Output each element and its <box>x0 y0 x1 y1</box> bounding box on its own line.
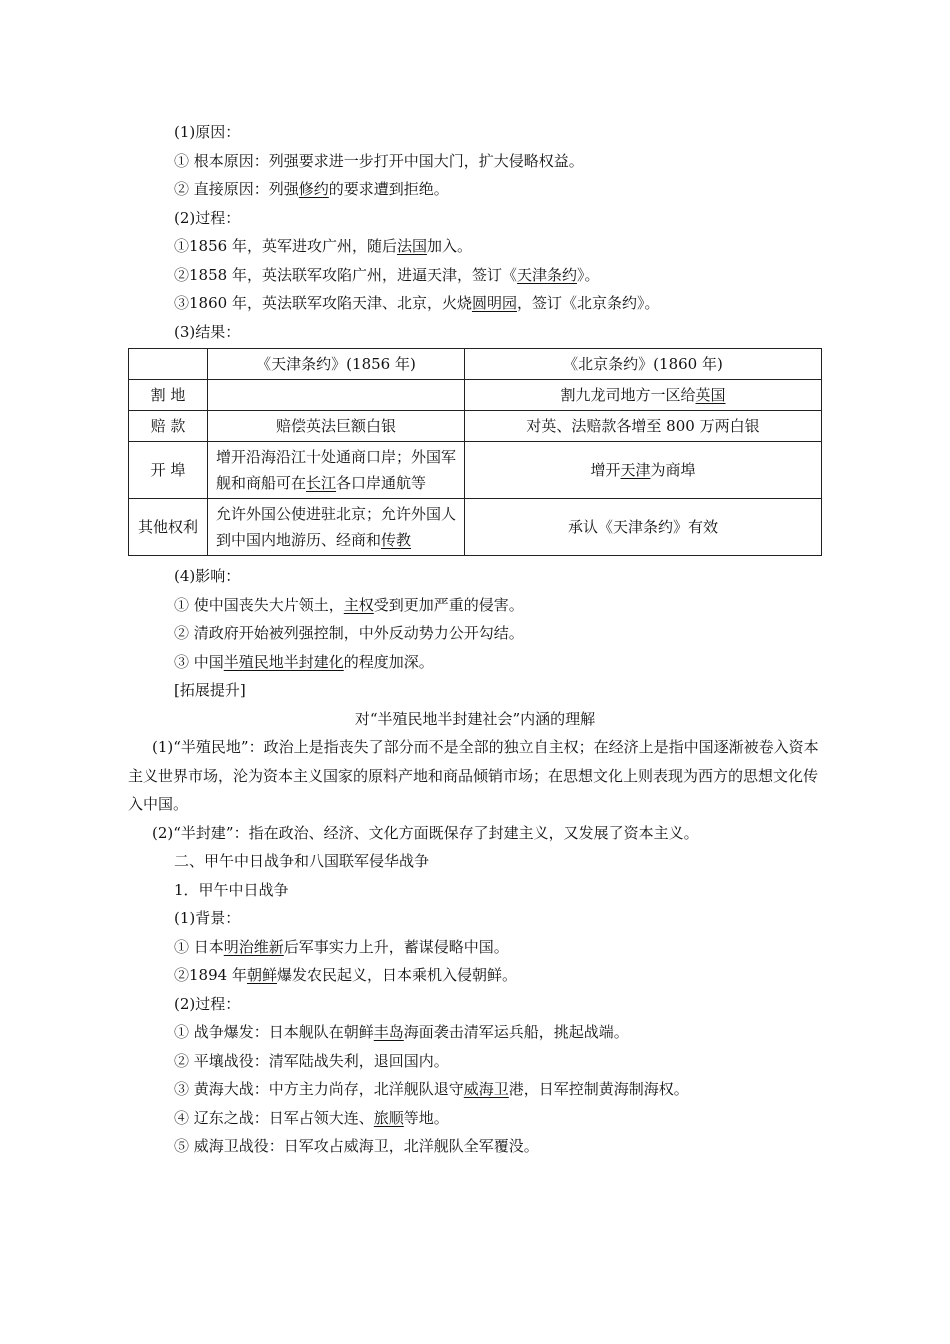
cell-indemnity-tianjin: 赔偿英法巨额白银 <box>208 411 465 442</box>
text-span: 的要求遭到拒绝。 <box>328 180 449 198</box>
cell-other-beijing: 承认《天津条约》有效 <box>465 499 822 556</box>
cell-indemnity-beijing: 对英、法赔款各增至 800 万两白银 <box>465 411 822 442</box>
key-term: 长江 <box>306 474 337 492</box>
text-span: 增开 <box>590 461 621 479</box>
extension-para-1: (1)“半殖民地”：政治上是指丧失了部分而不是全部的独立自主权；在经济上是指中国逐渐被卷入资本主义世界市场，沦为资本主义国家的原料产地和商品倾销市场；在思想文化上则表现为西方的思想文化传入中国。 <box>128 738 819 813</box>
key-term: 明治维新 <box>223 937 284 956</box>
text-span: ，签订《北京条约》。 <box>516 294 660 312</box>
process-heading: (2)过程： <box>174 208 241 227</box>
table-row <box>129 499 822 556</box>
text-span: ②1858 年，英法联军攻陷广州，进逼天津，签订《 <box>174 265 517 284</box>
key-term: 传教 <box>381 531 412 549</box>
key-term: 威海卫 <box>463 1080 509 1098</box>
text-span: ③ 中国 <box>174 652 224 671</box>
treaty-table <box>128 348 822 556</box>
impact-item-3 <box>128 648 822 677</box>
subsection-title: 1．甲午中日战争 <box>174 880 289 899</box>
impact-item-2: ② 清政府开始被列强控制，中外反动势力公开勾结。 <box>174 624 524 642</box>
cause-direct <box>128 175 822 204</box>
cell-other-tianjin <box>208 499 465 556</box>
text-span: 各口岸通航等 <box>336 474 427 492</box>
row-label-other: 其他权利 <box>129 499 208 556</box>
table-row <box>129 380 822 411</box>
key-term: 修约 <box>298 180 329 198</box>
cause-heading: (1)原因： <box>174 123 241 141</box>
row-label-ports: 开 埠 <box>129 442 208 499</box>
text-span: 后军事实力上升，蓄谋侵略中国。 <box>283 937 509 956</box>
extension-heading: [拓展提升] <box>174 681 246 699</box>
key-term: 丰岛 <box>373 1023 404 1041</box>
impact-item-1 <box>128 591 822 620</box>
text-span: ② 直接原因：列强 <box>174 180 299 198</box>
text-span: 受到更加严重的侵害。 <box>373 595 524 614</box>
key-term: 英国 <box>695 386 726 404</box>
war-step-4 <box>128 1104 822 1133</box>
cell-land-beijing <box>465 380 822 411</box>
background-item-1 <box>128 933 822 962</box>
process-item-2 <box>128 261 822 290</box>
text-span: 港，日军控制黄海制海权。 <box>508 1080 689 1098</box>
key-term: 朝鲜 <box>246 966 277 984</box>
text-span: 等地。 <box>403 1108 449 1127</box>
cell-land-tianjin <box>208 380 465 411</box>
text-span: 的程度加深。 <box>343 652 434 671</box>
background-heading: (1)背景： <box>174 909 241 927</box>
text-span: ① 战争爆发：日本舰队在朝鲜 <box>174 1023 374 1041</box>
text-span: ③ 黄海大战：中方主力尚存，北洋舰队退守 <box>174 1080 464 1098</box>
table-row <box>129 442 822 499</box>
war-step-1 <box>128 1018 822 1047</box>
table-corner <box>129 349 208 380</box>
table-row <box>129 349 822 380</box>
cell-ports-tianjin <box>208 442 465 499</box>
extension-title: 对“半殖民地半封建社会”内涵的理解 <box>354 709 596 728</box>
war-step-5: ⑤ 威海卫战役：日军攻占威海卫，北洋舰队全军覆没。 <box>174 1137 539 1155</box>
text-span: 割九龙司地方一区给 <box>560 386 696 404</box>
cell-ports-beijing <box>465 442 822 499</box>
text-span: ①1856 年，英军进攻广州，随后 <box>174 237 397 255</box>
war-process-heading: (2)过程： <box>174 994 241 1013</box>
process-item-3 <box>128 289 822 318</box>
col-tianjin: 《天津条约》(1856 年) <box>208 349 465 380</box>
document-content <box>128 118 822 1161</box>
war-step-3 <box>128 1075 822 1104</box>
key-term: 法国 <box>396 237 427 255</box>
key-term: 半殖民地半封建化 <box>223 652 344 671</box>
war-step-2: ② 平壤战役：清军陆战失利，退回国内。 <box>174 1051 449 1070</box>
background-item-2 <box>128 961 822 990</box>
text-span: 海面袭击清军运兵船，挑起战端。 <box>403 1023 629 1041</box>
table-row <box>129 411 822 442</box>
key-term: 圆明园 <box>471 294 517 312</box>
text-span: 加入。 <box>426 237 472 255</box>
row-label-indemnity: 赔 款 <box>129 411 208 442</box>
text-span: 爆发农民起义，日本乘机入侵朝鲜。 <box>276 966 517 984</box>
text-span: ① 使中国丧失大片领土， <box>174 595 344 614</box>
row-label-land: 割 地 <box>129 380 208 411</box>
text-span: 增开沿海沿江十处通商口岸；外国军舰和商船可在 <box>216 448 457 492</box>
text-span: 》。 <box>576 265 600 284</box>
text-span: ① 日本 <box>174 937 224 956</box>
impact-heading: (4)影响： <box>174 567 241 585</box>
key-term: 旅顺 <box>373 1108 404 1127</box>
col-beijing: 《北京条约》(1860 年) <box>465 349 822 380</box>
result-heading: (3)结果： <box>174 322 241 341</box>
text-span: 为商埠 <box>650 461 696 479</box>
text-span: ④ 辽东之战：日军占领大连、 <box>174 1108 374 1127</box>
extension-para-2: (2)“半封建”：指在政治、经济、文化方面既保存了封建主义，又发展了资本主义。 <box>152 823 699 842</box>
process-item-1 <box>128 232 822 261</box>
text-span: ②1894 年 <box>174 966 247 984</box>
text-span: 允许外国公使进驻北京；允许外国人到中国内地游历、经商和 <box>216 505 457 549</box>
key-term: 主权 <box>343 595 374 614</box>
section-title: 二、甲午中日战争和八国联军侵华战争 <box>174 852 430 870</box>
key-term: 天津条约 <box>516 265 577 284</box>
text-span: ③1860 年，英法联军攻陷天津、北京，火烧 <box>174 294 472 312</box>
cause-root: ① 根本原因：列强要求进一步打开中国大门，扩大侵略权益。 <box>174 151 584 170</box>
key-term: 天津 <box>620 461 651 479</box>
